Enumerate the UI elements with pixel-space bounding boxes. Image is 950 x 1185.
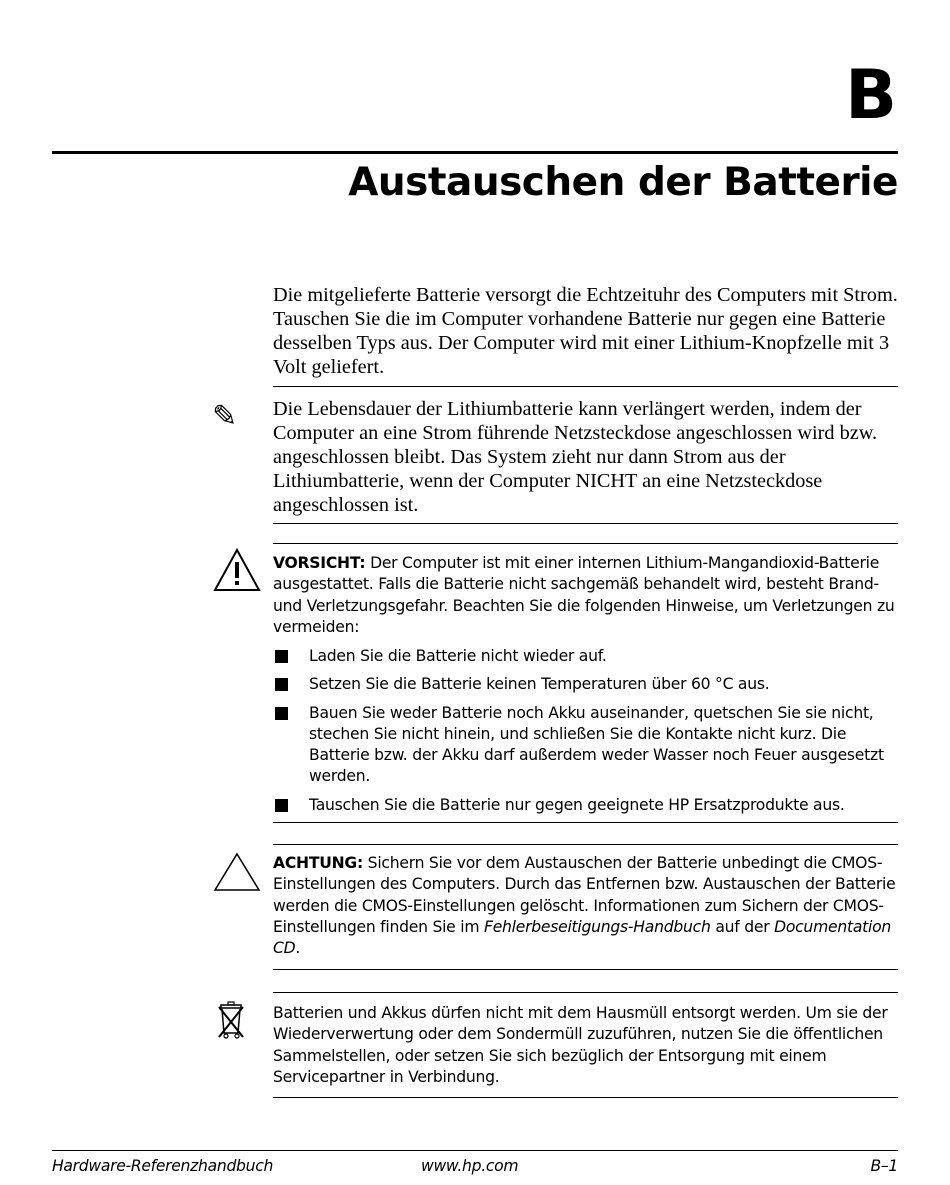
- caution-triangle-icon: [213, 852, 261, 892]
- disposal-bottom-rule: [273, 1097, 898, 1098]
- disposal-top-rule: [273, 992, 898, 993]
- crossed-bin-icon: [217, 999, 245, 1041]
- caution-top-rule: [273, 844, 898, 845]
- list-item-text: Setzen Sie die Batterie keinen Temperaturen über 60 °C aus.: [309, 675, 770, 694]
- pencil-icon: ✎: [212, 399, 238, 434]
- warning-body: Der Computer ist mit einer internen Lithium-Mangandioxid-Batterie ausgestattet. Falls die Batterie nicht sachgemäß behandelt wird, besteht Brand- und Verletzungsgefahr. Beachten Sie die folgenden Hinweise, um Verletzungen zu vermeiden:: [273, 554, 895, 636]
- list-item-text: Bauen Sie weder Batterie noch Akku auseinander, quetschen Sie sie nicht, stechen Sie nicht hinein, und schließen Sie die Kontakte nicht kurz. Die Batterie bzw. der Akku darf außerdem weder Wasser noch Feuer ausgesetzt werden.: [309, 703, 884, 786]
- list-item: [273, 703, 898, 788]
- list-item-text: Tauschen Sie die Batterie nur gegen geeignete HP Ersatzprodukte aus.: [309, 795, 845, 814]
- note-text: Die Lebensdauer der Lithiumbatterie kann verlängert werden, indem der Computer an eine Strom führende Netzsteckdose angeschlossen wird bzw. angeschlossen bleibt. Das System zieht nur dann Strom aus der Lithiumbatterie, wenn der Computer NICHT an eine Netzsteckdose angeschlossen ist.: [273, 398, 878, 516]
- list-item: [273, 795, 898, 816]
- caution-text: [273, 853, 898, 959]
- warning-text: [273, 553, 898, 638]
- caution-bottom-rule: [273, 969, 898, 970]
- warning-bottom-rule: [273, 822, 898, 823]
- bullet-square-icon: [275, 707, 288, 720]
- manual-title: Fehlerbeseitigungs-Handbuch: [483, 917, 711, 936]
- caution-label: ACHTUNG:: [273, 854, 363, 872]
- list-item: [273, 646, 898, 667]
- disposal-text: Batterien und Akkus dürfen nicht mit dem Hausmüll entsorgt werden. Um sie der Wiederverwertung oder dem Sondermüll zuzuführen, nutzen Sie die öffentlichen Sammelstellen, oder setzen Sie sich bezüglich der Entsorgung mit einem Servicepartner in Verbindung.: [273, 1004, 888, 1086]
- list-item-text: Laden Sie die Batterie nicht wieder auf.: [309, 647, 607, 665]
- note-bottom-rule: [273, 523, 898, 524]
- warning-bullet-list: [273, 646, 898, 823]
- list-item: [273, 674, 898, 695]
- footer-rule: [52, 1150, 898, 1151]
- intro-paragraph: Die mitgelieferte Batterie versorgt die Echtzeituhr des Computers mit Strom. Tauschen Sie die im Computer vorhandene Batterie nur gegen eine Batterie desselben Typs aus. Der Computer wird mit einer Lithium-Knopfzelle mit 3 Volt geliefert.: [273, 284, 898, 378]
- warning-label: VORSICHT:: [273, 554, 366, 572]
- page-number: B–1: [870, 1157, 898, 1175]
- cd-title: Documentation CD: [273, 917, 892, 958]
- note-top-rule: [273, 386, 898, 387]
- warning-triangle-icon: [213, 548, 261, 592]
- bullet-square-icon: [275, 799, 288, 812]
- chapter-rule: [52, 151, 898, 154]
- warning-top-rule: [273, 543, 898, 544]
- bullet-square-icon: [275, 650, 288, 663]
- caution-body-mid: auf der: [710, 917, 775, 936]
- caution-body: Sichern Sie vor dem Austauschen der Batterie unbedingt die CMOS-Einstellungen des Computers. Durch das Entfernen bzw. Austauschen der Batterie werden die CMOS-Einstellungen gelöscht. Informationen zum Sichern der CMOS-Einstellungen finden Sie im: [273, 854, 896, 936]
- caution-body-end: .: [295, 939, 301, 958]
- chapter-title: Austauschen der Batterie: [348, 160, 898, 205]
- footer-manual-title: Hardware-Referenzhandbuch: [52, 1157, 274, 1175]
- bullet-square-icon: [275, 678, 288, 691]
- chapter-letter: B: [845, 56, 897, 135]
- footer-url: www.hp.com: [421, 1157, 519, 1175]
